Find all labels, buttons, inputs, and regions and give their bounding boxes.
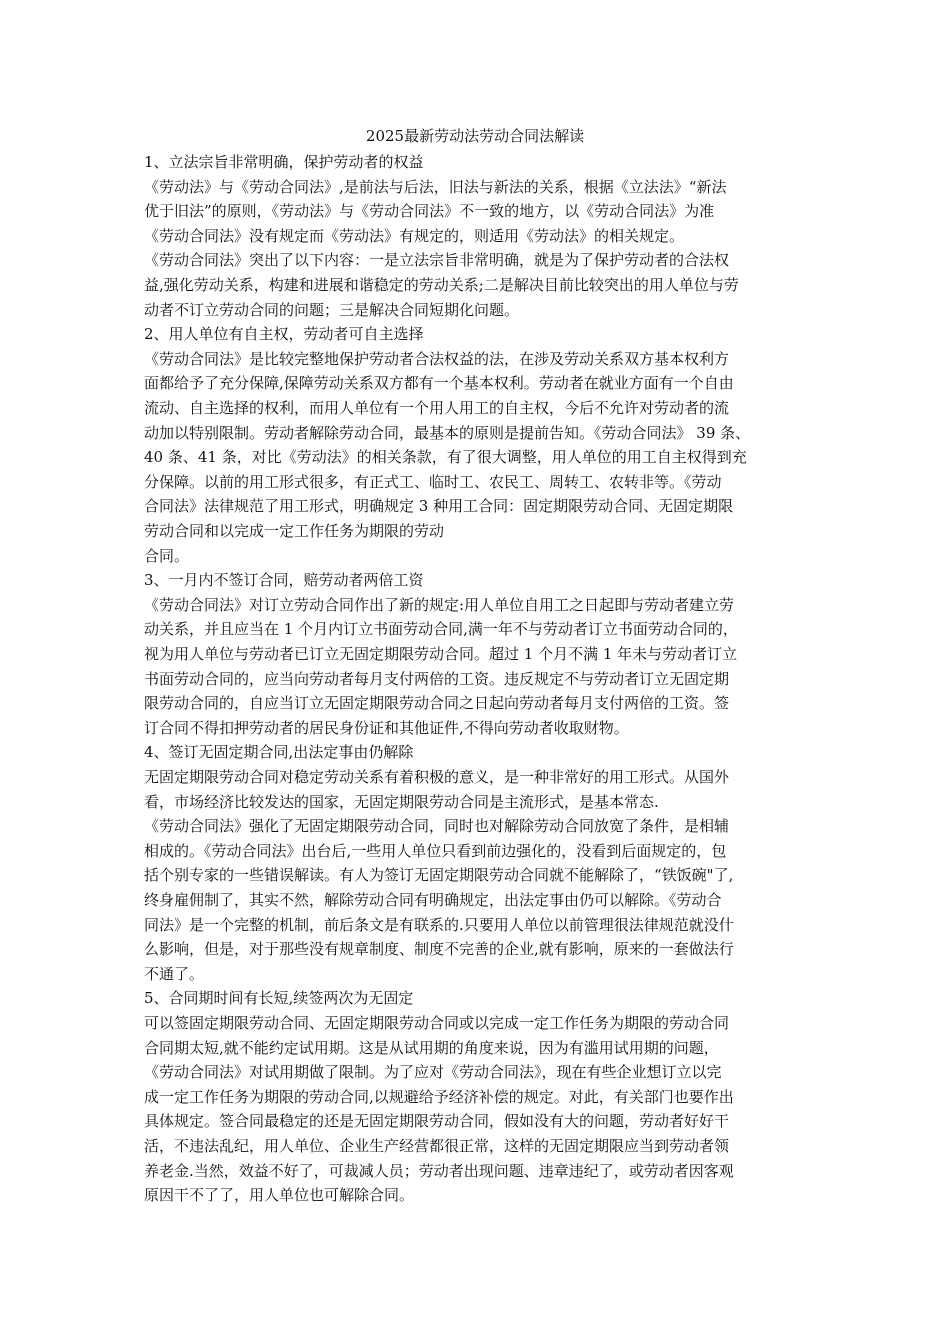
document-line: 合同期太短,就不能约定试用期。这是从试用期的角度来说，因为有滥用试用期的问题， [144, 1038, 719, 1057]
document-line: 4、签订无固定期合同,出法定事由仍解除 [144, 743, 414, 762]
document-line: 么影响，但是，对于那些没有规章制度、制度不完善的企业,就有影响，原来的一套做法行 [144, 940, 734, 959]
document-line: 具体规定。签合同最稳定的还是无固定期限劳动合同，假如没有大的问题，劳动者好好干 [144, 1112, 730, 1131]
document-line: 1、立法宗旨非常明确，保护劳动者的权益 [144, 153, 424, 171]
document-line: 括个别专家的一些错误解读。有人为签订无固定期限劳动合同就不能解除了，“铁饭碗"了, [144, 866, 734, 885]
document-line: 2、用人单位有自主权，劳动者可自主选择 [144, 325, 424, 344]
document-line: 面都给予了充分保障,保障劳动关系双方都有一个基本权利。劳动者在就业方面有一个自由 [144, 374, 734, 393]
document-line: 分保障。以前的用工形式很多，有正式工、临时工、农民工、周转工、农转非等。《劳动 [144, 472, 722, 491]
document-line: 流动、自主选择的权利，而用人单位有一个用人用工的自主权，今后不允许对劳动者的流 [144, 399, 730, 417]
document-line: 不通了。 [144, 964, 205, 983]
document-line: 《劳动合同法》强化了无固定期限劳动合同，同时也对解除劳动合同放宽了条件，是相辅 [144, 817, 730, 836]
document-line: 活，不违法乱纪，用人单位、企业生产经营都很正常，这样的无固定期限应当到劳动者领 [144, 1137, 730, 1155]
document-line: 限劳动合同的，自应当订立无固定期限劳动合同之日起向劳动者每月支付两倍的工资。签 [144, 694, 730, 713]
document-line: 终身雇佣制了，其实不然，解除劳动合同有明确规定，出法定事由仍可以解除。《劳动合 [144, 891, 722, 909]
document-line: 动加以特别限制。劳动者解除劳动合同，最基本的原则是提前告知。《劳动合同法》 39 条、 [144, 423, 751, 442]
document-line: 无固定期限劳动合同对稳定劳动关系有着积极的意义，是一种非常好的用工形式。从国外 [144, 768, 730, 786]
document-line: 优于旧法”的原则，《劳动法》与《劳动合同法》不一致的地方，以《劳动合同法》为准 [144, 202, 715, 221]
document-line: 劳动合同和以完成一定工作任务为期限的劳动 [144, 522, 445, 540]
document-line: 书面劳动合同的，应当向劳动者每月支付两倍的工资。违反规定不与劳动者订立无固定期 [144, 669, 730, 688]
document-line: 《劳动合同法》突出了以下内容：一是立法宗旨非常明确，就是为了保护劳动者的合法权 [144, 251, 730, 270]
document-line: 视为用人单位与劳动者已订立无固定期限劳动合同。超过 1 个月不满 1 年未与劳动者订立 [144, 645, 738, 663]
document-line: 3、一月内不签订合同，赔劳动者两倍工资 [144, 571, 424, 590]
document-line: 合同。 [144, 546, 190, 565]
document-line: 动关系，并且应当在 1 个月内订立书面劳动合同,满一年不与劳动者订立书面劳动合同的， [144, 620, 738, 639]
document-line: 动者不订立劳动合同的问题；三是解决合同短期化问题。 [144, 300, 520, 319]
document-line: 《劳动合同法》对订立劳动合同作出了新的规定:用人单位自用工之日起即与劳动者建立劳 [144, 595, 735, 614]
document-line: 看，市场经济比较发达的国家，无固定期限劳动合同是主流形式，是基本常态. [144, 792, 659, 811]
document-line: 《劳动法》与《劳动合同法》,是前法与后法，旧法与新法的关系，根据《立法法》“新法 [144, 177, 727, 196]
document-line: 同法》是一个完整的机制，前后条文是有联系的.只要用人单位以前管理很法律规范就没什 [144, 915, 734, 934]
document-line: 《劳动合同法》对试用期做了限制。为了应对《劳动合同法》，现在有些企业想订立以完 [144, 1063, 722, 1082]
document-line: 相成的。《劳动合同法》出台后,一些用人单位只看到前边强化的，没看到后面规定的，包 [144, 841, 727, 860]
document-line: 订合同不得扣押劳动者的居民身份证和其他证件,不得向劳动者收取财物。 [144, 718, 629, 737]
document-line: 养老金.当然，效益不好了，可裁减人员；劳动者出现问题、违章违纪了，或劳动者因客观 [144, 1161, 734, 1180]
document-line: 5、合同期时间有长短,续签两次为无固定 [144, 989, 414, 1008]
document-line: 益,强化劳动关系，构建和进展和谐稳定的劳动关系;二是解决目前比较突出的用人单位与劳 [144, 276, 739, 294]
document-line: 可以签固定期限劳动合同、无固定期限劳动合同或以完成一定工作任务为期限的劳动合同 [144, 1014, 730, 1032]
document-line: 合同法》法律规范了用工形式，明确规定 3 种用工合同：固定期限劳动合同、无固定期限 [144, 497, 734, 516]
document-line: 成一定工作任务为期限的劳动合同,以规避给予经济补偿的规定。对此，有关部门也要作出 [144, 1087, 734, 1106]
document-line: 《劳动合同法》是比较完整地保护劳动者合法权益的法，在涉及劳动关系双方基本权利方 [144, 349, 730, 368]
document-line: 《劳动合同法》没有规定而《劳动法》有规定的，则适用《劳动法》的相关规定。 [144, 226, 685, 245]
document-line: 40 条、41 条，对比《劳动法》的相关条款，有了很大调整，用人单位的用工自主权得到充 [144, 448, 747, 467]
document-title: 2025最新劳动法劳动合同法解读 [365, 127, 585, 145]
document-line: 原因干不了了，用人单位也可解除合同。 [144, 1186, 415, 1205]
